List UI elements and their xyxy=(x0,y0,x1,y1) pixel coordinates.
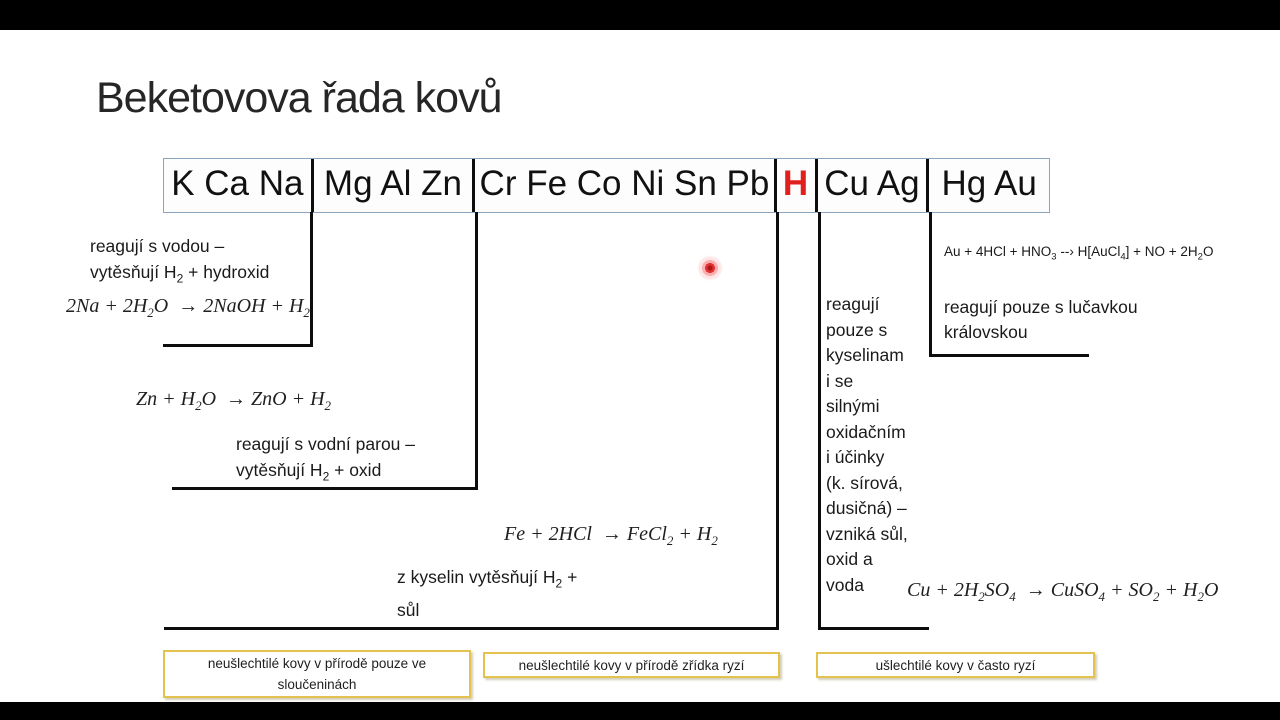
equation-copper-sulfuric-acid: $Cu + 2H_2SO_4$ → CuSO$_4$ + $SO_2 + H_2O$ xyxy=(907,579,1219,604)
letterbox-bottom-bar xyxy=(0,702,1280,720)
series-group-cu-ag: Cu Ag xyxy=(818,159,930,212)
bracket-oxidacid-horizontal-line xyxy=(818,627,929,630)
bracket-water-horizontal-line xyxy=(163,344,313,347)
bracket-oxidacid-vertical-line xyxy=(818,212,821,630)
footer-box-noble-metals-native: ušlechtilé kovy v často ryzí xyxy=(816,652,1095,678)
note-reacts-with-water: reagují s vodou – vytěsňují $H_2$ + hydroxid xyxy=(90,236,270,286)
note-oxidizing-acids: reagují pouze s kyselinam i se silnými oxidačním i účinky (k. sírová, dusičná) – vzniká sůl, oxid a voda xyxy=(826,294,908,595)
letterbox-top-bar xyxy=(0,0,1280,30)
series-group-mg-al-zn: Mg Al Zn xyxy=(314,159,476,212)
slide-title: Beketovova řada kovů xyxy=(96,74,502,122)
laser-pointer-dot xyxy=(697,255,723,281)
equation-iron-acid: Fe + 2HCl → FeCl$_2$ + $H_2$ xyxy=(504,523,718,548)
series-group-hydrogen: H xyxy=(777,159,818,212)
equation-zinc-steam: $Zn + H_2O$ → ZnO + $H_2$ xyxy=(136,388,332,413)
bracket-aquaregia-horizontal-line xyxy=(929,354,1089,357)
note-reacts-with-steam: reagují s vodní parou – vytěsňují $H_2$ + oxid xyxy=(236,434,416,484)
series-group-k-ca-na: K Ca Na xyxy=(164,159,314,212)
series-group-cr-fe-co-ni-sn-pb: Cr Fe Co Ni Sn Pb xyxy=(475,159,776,212)
bracket-water-vertical-line xyxy=(310,212,313,347)
metal-series-box xyxy=(163,158,1050,213)
bracket-steam-vertical-line xyxy=(475,212,478,490)
note-aqua-regia: reagují pouze s lučavkou královskou xyxy=(944,297,1138,342)
equation-sodium-water: $2Na + 2H_2O$ → 2NaOH + $H_2$ xyxy=(66,295,310,320)
note-reacts-with-acids: z kyselin vytěsňují $H_2$ + sůl xyxy=(397,567,578,620)
bracket-acid-horizontal-line xyxy=(164,627,779,630)
equation-gold-aqua-regia: $Au + 4HCl + HNO_3$ --› H[AuCl$_4$] + NO + $2H_2O$ xyxy=(944,244,1214,263)
series-group-hg-au: Hg Au xyxy=(941,164,1037,203)
bracket-aquaregia-vertical-line xyxy=(929,212,932,357)
bracket-acid-vertical-line xyxy=(776,212,779,630)
footer-box-base-metals-compounds: neušlechtilé kovy v přírodě pouze ve sloučeninách xyxy=(163,650,471,698)
footer-box-base-metals-rarely-native: neušlechtilé kovy v přírodě zřídka ryzí xyxy=(483,652,780,678)
